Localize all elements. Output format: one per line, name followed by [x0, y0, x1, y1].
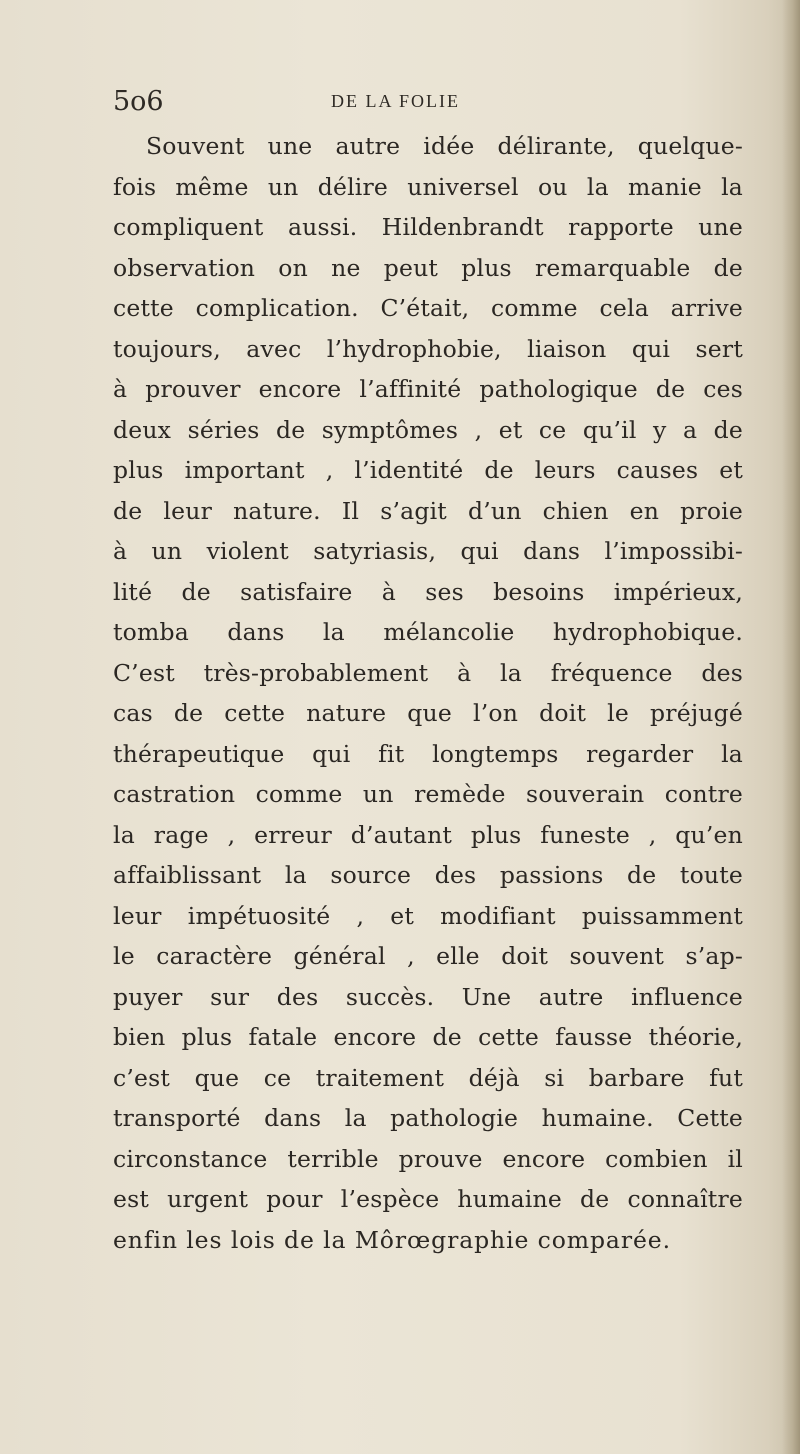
text-line: transporté dans la pathologie humaine. Cette [113, 1104, 743, 1132]
text-line: C’est très-probablement à la fréquence des [113, 658, 743, 687]
running-title: DE LA FOLIE [331, 91, 460, 111]
text-line: observation on ne peut plus remarquable de [113, 253, 743, 282]
text-line: enfin les lois de la Môrœgraphie comparée. [113, 1225, 671, 1254]
text-line: leur impétuosité , et modifiant puissamment [113, 901, 743, 930]
text-line: circonstance terrible prouve encore combien il [113, 1144, 743, 1173]
page-edge-shadow [782, 0, 800, 1454]
text-line: Souvent une autre idée délirante, quelque- [146, 132, 743, 160]
text-line: thérapeutique qui fit longtemps regarder la [113, 739, 743, 768]
text-line: deux séries de symptômes , et ce qu’il y a de [113, 415, 743, 444]
text-line: lité de satisfaire à ses besoins impérieux, [113, 577, 743, 606]
text-line: est urgent pour l’espèce humaine de connaître [113, 1185, 743, 1213]
text-line: bien plus fatale encore de cette fausse théorie, [113, 1023, 743, 1051]
text-line: compliquent aussi. Hildenbrandt rapporte une [113, 213, 743, 241]
text-line: c’est que ce traitement déjà si barbare fut [113, 1063, 743, 1092]
text-line: puyer sur des succès. Une autre influence [113, 982, 743, 1011]
text-line: castration comme un remède souverain contre [113, 780, 743, 808]
text-line: plus important , l’identité de leurs causes et [113, 456, 743, 484]
text-line: affaiblissant la source des passions de toute [113, 861, 743, 889]
text-line: cas de cette nature que l’on doit le préjugé [113, 699, 743, 727]
text-line: à prouver encore l’affinité pathologique de ces [113, 375, 743, 403]
text-line: à un violent satyriasis, qui dans l’impossibi- [113, 537, 743, 565]
page-number: 5o6 [113, 86, 164, 117]
text-line: tomba dans la mélancolie hydrophobique. [113, 618, 743, 646]
text-line: cette complication. C’était, comme cela arrive [113, 294, 743, 322]
text-line: la rage , erreur d’autant plus funeste , qu’en [113, 820, 743, 849]
running-head [113, 86, 753, 126]
text-line: fois même un délire universel ou la manie la [113, 172, 743, 201]
text-line: toujours, avec l’hydrophobie, liaison qui sert [113, 334, 743, 363]
text-line: de leur nature. Il s’agit d’un chien en proie [113, 496, 743, 525]
text-line: le caractère général , elle doit souvent s’ap- [113, 942, 743, 970]
body-paragraph [113, 126, 743, 1260]
